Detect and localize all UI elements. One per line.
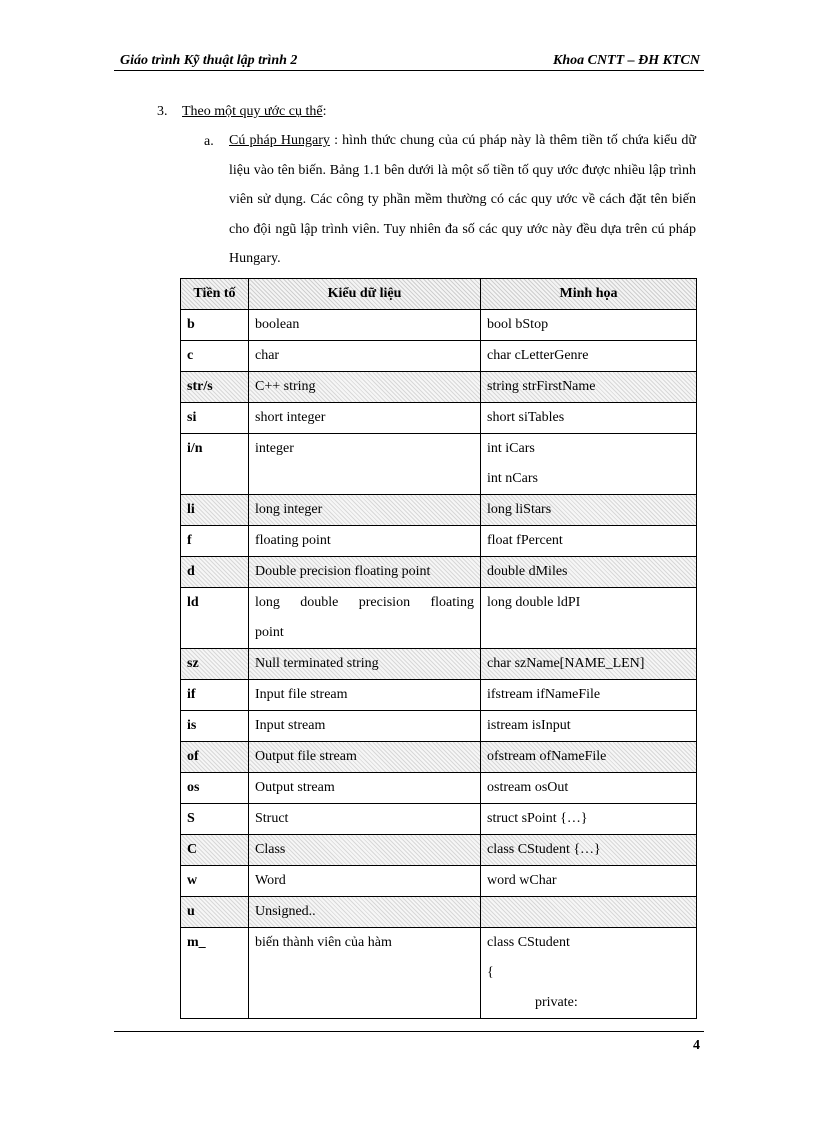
cell-type: Unsigned.. <box>249 897 481 928</box>
cell-prefix: w <box>181 866 249 897</box>
cell-type: short integer <box>249 403 481 434</box>
cell-type: char <box>249 341 481 372</box>
cell-example: short siTables <box>481 403 697 434</box>
cell-example: ostream osOut <box>481 773 697 804</box>
cell-prefix: b <box>181 310 249 341</box>
example-line: { <box>487 965 494 980</box>
cell-type: Input file stream <box>249 680 481 711</box>
item-a-paragraph <box>229 126 696 274</box>
table-row <box>181 804 697 835</box>
cell-prefix: li <box>181 495 249 526</box>
cell-prefix: c <box>181 341 249 372</box>
cell-prefix: if <box>181 680 249 711</box>
cell-type: floating point <box>249 526 481 557</box>
header-example: Minh họa <box>481 279 697 310</box>
cell-prefix: ld <box>181 588 249 649</box>
example-line: int iCars <box>487 441 535 456</box>
cell-type: Struct <box>249 804 481 835</box>
example-line: int nCars <box>487 471 538 486</box>
table-row <box>181 742 697 773</box>
table-row <box>181 495 697 526</box>
table-row <box>181 434 697 495</box>
cell-prefix: S <box>181 804 249 835</box>
cell-prefix: sz <box>181 649 249 680</box>
type-line: long double precision floating <box>255 595 474 610</box>
cell-prefix: C <box>181 835 249 866</box>
table-row <box>181 680 697 711</box>
header-type: Kiểu dữ liệu <box>249 279 481 310</box>
cell-prefix: si <box>181 403 249 434</box>
cell-example: word wChar <box>481 866 697 897</box>
cell-type: integer <box>249 434 481 495</box>
header-course-title: Giáo trình Kỹ thuật lập trình 2 <box>120 53 298 68</box>
cell-example: ofstream ofNameFile <box>481 742 697 773</box>
cell-example: class CStudent {…} <box>481 835 697 866</box>
header-prefix: Tiền tố <box>181 279 249 310</box>
cell-type: Word <box>249 866 481 897</box>
cell-prefix: u <box>181 897 249 928</box>
cell-example: ifstream ifNameFile <box>481 680 697 711</box>
table-row <box>181 372 697 403</box>
table-row <box>181 403 697 434</box>
example-line: private: <box>535 995 578 1010</box>
prefix-table <box>180 278 697 1019</box>
table-row <box>181 773 697 804</box>
header-faculty: Khoa CNTT – ĐH KTCN <box>552 53 700 68</box>
cell-example <box>481 897 697 928</box>
cell-type: Output stream <box>249 773 481 804</box>
cell-type: C++ string <box>249 372 481 403</box>
table-row <box>181 897 697 928</box>
item-a-term-colon: : <box>329 133 338 148</box>
cell-type: Output file stream <box>249 742 481 773</box>
table-row <box>181 341 697 372</box>
cell-example: istream isInput <box>481 711 697 742</box>
item-a-marker: a. <box>204 134 214 149</box>
section-number: 3. <box>157 104 168 119</box>
cell-prefix: i/n <box>181 434 249 495</box>
cell-prefix: m_ <box>181 928 249 1019</box>
cell-prefix: f <box>181 526 249 557</box>
example-line: class CStudent <box>487 935 570 950</box>
table-row <box>181 588 697 649</box>
table-row <box>181 866 697 897</box>
table-header-row <box>181 279 697 310</box>
page-footer <box>114 1031 704 1053</box>
page-number: 4 <box>693 1038 700 1053</box>
cell-example: bool bStop <box>481 310 697 341</box>
cell-type: boolean <box>249 310 481 341</box>
cell-type: Double precision floating point <box>249 557 481 588</box>
item-a-text: hình thức chung của cú pháp này là thêm tiền tố chứa kiểu dữ liệu vào tên biến. Bảng 1.1 bên dưới là một số tiền tố quy ước được nhiều lập trình viên sử dụng. Các công ty phần mềm thường có các quy ước về cách đặt tên biến cho đội ngũ lập trình viên. Tuy nhiên đa số các quy ước này đều dựa trên cú pháp Hungary. <box>229 133 697 266</box>
cell-prefix: of <box>181 742 249 773</box>
cell-prefix: os <box>181 773 249 804</box>
cell-prefix: d <box>181 557 249 588</box>
cell-example: char szName[NAME_LEN] <box>481 649 697 680</box>
cell-type: long integer <box>249 495 481 526</box>
cell-example: long liStars <box>481 495 697 526</box>
section-title: Theo một quy ước cụ thể <box>182 104 323 119</box>
cell-type: biến thành viên của hàm <box>249 928 481 1019</box>
section-3 <box>157 104 326 120</box>
cell-example: string strFirstName <box>481 372 697 403</box>
cell-prefix: str/s <box>181 372 249 403</box>
table-row <box>181 649 697 680</box>
cell-example: float fPercent <box>481 526 697 557</box>
cell-example: long double ldPI <box>481 588 697 649</box>
cell-example <box>481 434 697 495</box>
cell-example: char cLetterGenre <box>481 341 697 372</box>
type-line: point <box>255 625 284 640</box>
cell-prefix: is <box>181 711 249 742</box>
table-row <box>181 557 697 588</box>
page-header <box>114 50 704 71</box>
cell-type: Input stream <box>249 711 481 742</box>
cell-type: Null terminated string <box>249 649 481 680</box>
table-row <box>181 310 697 341</box>
section-title-colon: : <box>322 104 327 119</box>
item-a-term: Cú pháp Hungary <box>229 133 330 148</box>
cell-type <box>249 588 481 649</box>
cell-example <box>481 928 697 1019</box>
cell-example: double dMiles <box>481 557 697 588</box>
cell-example: struct sPoint {…} <box>481 804 697 835</box>
cell-type: Class <box>249 835 481 866</box>
table-row <box>181 835 697 866</box>
table-row <box>181 526 697 557</box>
table-row <box>181 711 697 742</box>
table-row <box>181 928 697 1019</box>
